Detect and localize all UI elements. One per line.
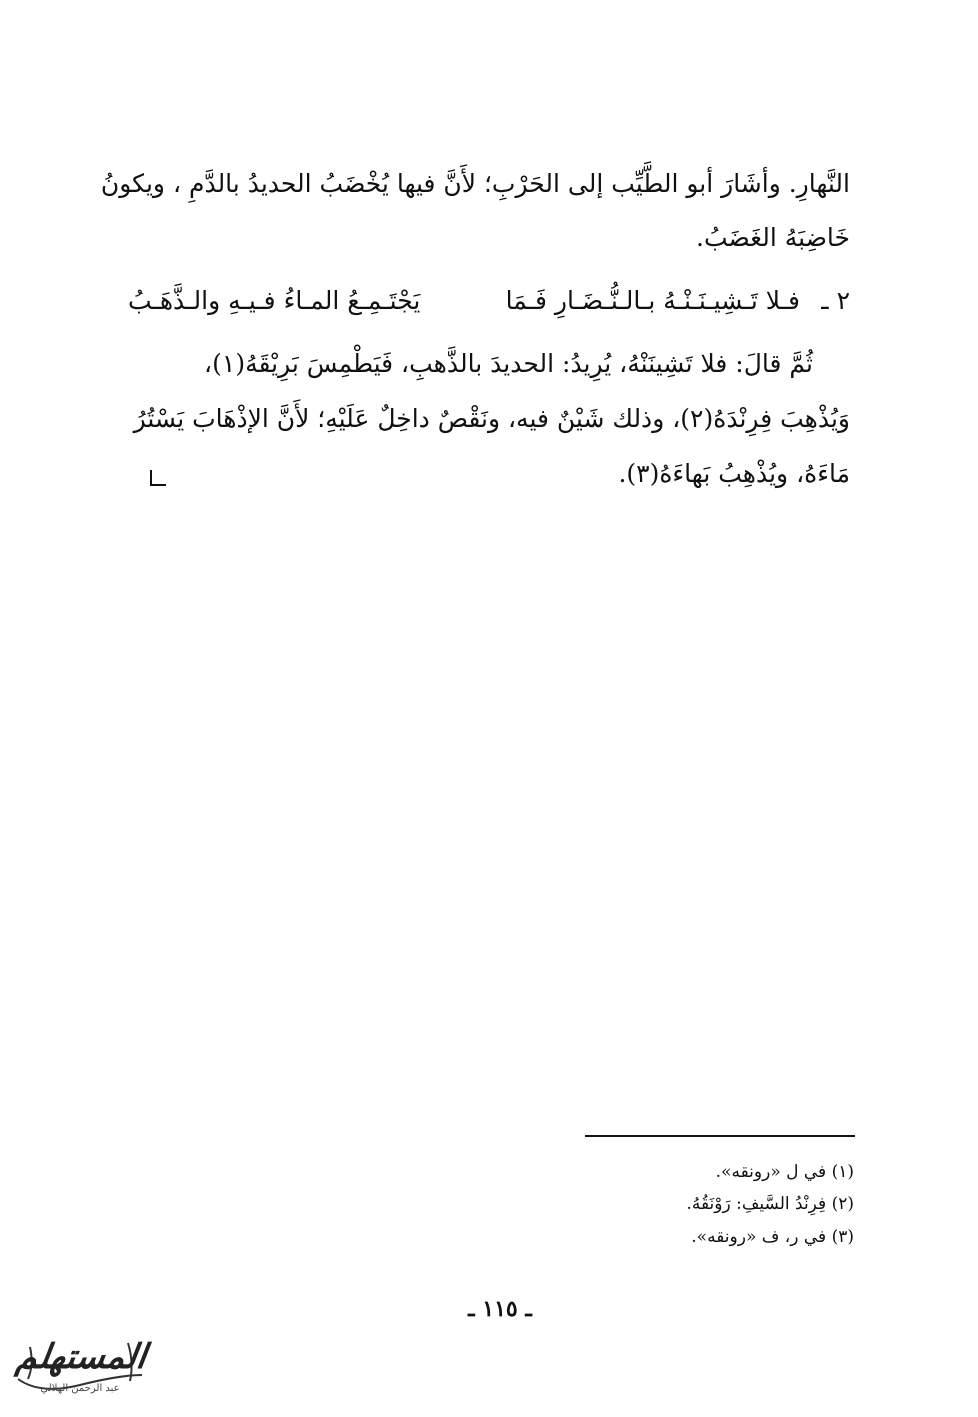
paragraph-2-line-1: ثُمَّ قالَ: فلا تَشِينَنْهُ، يُرِيدُ: الحديدَ بالذَّهبِ، فَيَطْمِسَ بَرِيْقَهُ(١)، [204,349,813,378]
publisher-logo [10,1335,150,1410]
paragraph-2-line-3: مَاءَهُ، ويُذْهِبُ بَهاءَهُ(٣). [618,459,850,488]
logo-wordmark: المستهلم [13,1337,149,1377]
section-end-mark [150,470,166,486]
verse-second-hemistich: يَجْتَـمِـعُ المـاءُ فـيـهِ والـذَّهَـبُ [128,286,421,315]
paragraph-1-line-2: خَاضِبَهُ الغَضَبُ. [696,223,850,252]
paragraph-1-line-1: النَّهارِ. وأشَارَ أبو الطَّيِّب إلى الحَرْبِ؛ لأَنَّ فيها يُخْضَبُ الحديدُ بالدَّمِ ، ويكونُ [100,169,850,198]
footnote-separator [585,1135,855,1137]
footnote-2: (٢) فِرِنْدُ السَّيفِ: رَوْنَقُهُ. [686,1194,854,1214]
poetry-verse [128,283,850,319]
footnote-3: (٣) في ر، ف «رونقه». [691,1227,854,1247]
verse-first-hemistich: فـلا تَـشِيـنَـنْـهُ بـالـنُّـضَـارِ فَـمَا [505,286,800,315]
paragraph-2-line-2: وَيُذْهِبَ فِرِنْدَهُ(٢)، وذلك شَيْنٌ فيه، ونَقْصٌ داخِلٌ عَلَيْهِ؛ لأَنَّ الإذْهَابَ يَسْتُرُ [133,404,850,433]
verse-number: ٢ ـ [821,286,850,315]
footnote-1: (١) في ل «رونقه». [715,1162,854,1182]
logo-signature: عبد الرحمن الهلالي [40,1383,120,1394]
page-number: ـ ١١٥ ـ [468,1296,532,1322]
